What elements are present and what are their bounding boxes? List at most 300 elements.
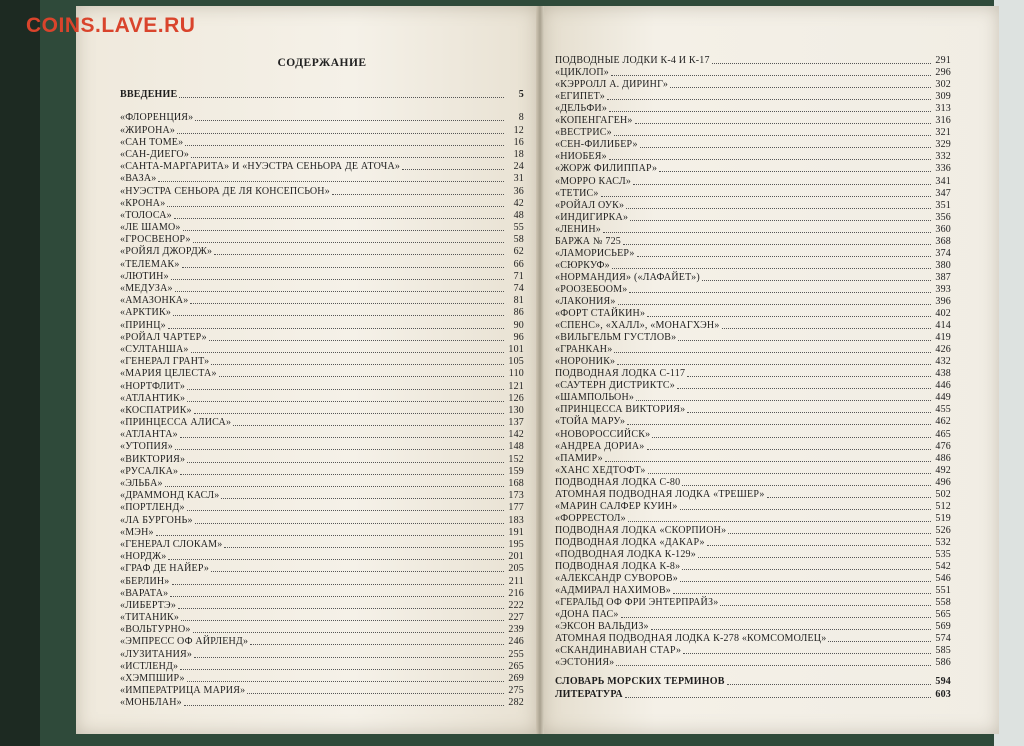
entry-page: 90 <box>513 319 524 331</box>
toc-right-list <box>555 55 951 669</box>
leader-dots <box>712 63 931 64</box>
entry-title: «ВОЛЬТУРНО» <box>120 624 191 636</box>
entry-title: «РООЗЕБООМ» <box>555 283 628 295</box>
leader-dots <box>173 315 504 316</box>
entry-page: 393 <box>935 283 951 295</box>
entry-page: 546 <box>935 573 951 585</box>
entry-title: «НИОБЕЯ» <box>555 151 607 163</box>
entry-page: 569 <box>935 621 951 633</box>
leader-dots <box>673 593 931 594</box>
entry-title: «ИСТЛЕНД» <box>120 660 179 672</box>
entry-title: ПОДВОДНАЯ ЛОДКА «СКОРПИОН» <box>555 524 727 536</box>
entry-page: 594 <box>935 676 951 688</box>
entry-page: 42 <box>513 197 524 209</box>
toc-entry-bibliography[interactable] <box>555 689 951 701</box>
toc-entry[interactable] <box>120 453 524 465</box>
entry-page: 402 <box>935 308 951 320</box>
entry-title: БАРЖА № 725 <box>555 235 621 247</box>
entry-title: «НУЭСТРА СЕНЬОРА ДЕ ЛЯ КОНСЕПСЬОН» <box>120 185 330 197</box>
toc-entry[interactable] <box>120 478 524 490</box>
toc-entry[interactable] <box>555 115 951 127</box>
leader-dots <box>191 352 504 353</box>
toc-entry[interactable] <box>120 588 524 600</box>
toc-entry-glossary[interactable] <box>555 676 951 688</box>
toc-entry[interactable] <box>555 392 951 404</box>
toc-entry[interactable] <box>120 636 524 648</box>
entry-title: АТОМНАЯ ПОДВОДНАЯ ЛОДКА «ТРЕШЕР» <box>555 488 765 500</box>
toc-entry[interactable] <box>555 79 951 91</box>
entry-page: 526 <box>935 524 951 536</box>
toc-entry[interactable] <box>120 624 524 636</box>
toc-entry[interactable] <box>555 236 951 248</box>
toc-entry[interactable] <box>120 271 524 283</box>
entry-page: 255 <box>508 648 524 660</box>
toc-entry[interactable] <box>555 585 951 597</box>
entry-page: 449 <box>935 392 951 404</box>
toc-entry[interactable] <box>555 609 951 621</box>
watermark: COINS.LAVE.RU <box>26 14 196 37</box>
toc-entry[interactable] <box>555 139 951 151</box>
entry-title: «РОЙАЛ ОУК» <box>555 199 625 211</box>
leader-dots <box>175 449 504 450</box>
toc-entry[interactable] <box>120 697 524 709</box>
leader-dots <box>609 111 931 112</box>
toc-entry[interactable] <box>120 429 524 441</box>
entry-title: «ЛЕ ШАМО» <box>120 222 181 234</box>
toc-entry[interactable] <box>555 537 951 549</box>
toc-entry[interactable] <box>120 258 524 270</box>
leader-dots <box>767 497 931 498</box>
entry-page: 585 <box>935 645 951 657</box>
entry-title: ПОДВОДНАЯ ЛОДКА К-8» <box>555 561 681 573</box>
leader-dots <box>179 97 504 98</box>
entry-page: 86 <box>513 307 524 319</box>
entry-page: 105 <box>508 356 524 368</box>
leader-dots <box>180 437 504 438</box>
toc-entry[interactable] <box>555 272 951 284</box>
toc-left-list <box>120 112 524 709</box>
entry-page: 282 <box>508 697 524 709</box>
entry-title: ПОДВОДНЫЕ ЛОДКИ К-4 И К-17 <box>555 55 710 67</box>
toc-entry[interactable] <box>120 441 524 453</box>
leader-dots <box>614 352 931 353</box>
entry-title: «ЭЛЬБА» <box>120 478 163 489</box>
toc-entry[interactable] <box>555 344 951 356</box>
entry-title: «МАРИН САЛФЕР КУИН» <box>555 500 678 512</box>
entry-page: 205 <box>508 563 524 575</box>
toc-entry[interactable] <box>555 224 951 236</box>
entry-page: 486 <box>935 452 951 464</box>
entry-page: 16 <box>513 136 524 148</box>
entry-title: «ПРИНЦ» <box>120 319 166 331</box>
toc-entry[interactable] <box>555 188 951 200</box>
toc-entry[interactable] <box>120 356 524 368</box>
entry-title: «ГРОСВЕНОР» <box>120 234 191 246</box>
toc-entry[interactable] <box>120 417 524 429</box>
leader-dots <box>182 267 504 268</box>
toc-entry[interactable] <box>120 161 524 173</box>
toc-entry[interactable] <box>120 198 524 210</box>
entry-page: 519 <box>935 512 951 524</box>
entry-title: «ВИКТОРИЯ» <box>120 453 186 465</box>
toc-entry[interactable] <box>555 320 951 332</box>
entry-title: «ЛЕНИН» <box>555 223 601 235</box>
toc-entry[interactable] <box>555 67 951 79</box>
leader-dots <box>682 485 931 486</box>
entry-title: «НОРДЖ» <box>120 551 167 563</box>
toc-entry[interactable] <box>120 405 524 417</box>
toc-entry[interactable] <box>555 489 951 501</box>
entry-page: 336 <box>935 163 951 175</box>
toc-entry[interactable] <box>555 175 951 187</box>
entry-page: 96 <box>513 331 524 343</box>
entry-title: ЛИТЕРАТУРА <box>555 689 623 701</box>
entry-title: «ФОРРЕСТОЛ» <box>555 512 626 524</box>
entry-page: 216 <box>508 587 524 599</box>
toc-entry[interactable] <box>120 332 524 344</box>
toc-entry[interactable] <box>555 308 951 320</box>
entry-title: «АНДРЕА ДОРИА» <box>555 440 645 452</box>
entry-page: 438 <box>935 368 951 380</box>
entry-title: «ЛЮТИН» <box>120 270 169 282</box>
leader-dots <box>194 657 504 658</box>
toc-entry[interactable] <box>120 380 524 392</box>
entry-title: «ЛИБЕРТЭ» <box>120 599 177 611</box>
leader-dots <box>194 413 504 414</box>
leader-dots <box>187 401 504 402</box>
entry-page: 239 <box>508 624 524 636</box>
leader-dots <box>630 220 931 221</box>
toc-entry[interactable] <box>120 514 524 526</box>
entry-title: «ЖИРОНА» <box>120 124 176 136</box>
leader-dots <box>647 316 931 317</box>
toc-entry[interactable] <box>120 575 524 587</box>
toc-entry[interactable] <box>120 137 524 149</box>
entry-page: 432 <box>935 356 951 368</box>
leader-dots <box>209 340 504 341</box>
entry-title: «ДЕЛЬФИ» <box>555 103 608 115</box>
leader-dots <box>187 681 504 682</box>
leader-dots <box>233 425 504 426</box>
toc-entry[interactable] <box>555 404 951 416</box>
toc-entry[interactable] <box>555 645 951 657</box>
entry-title: «ЛУЗИТАНИЯ» <box>120 648 193 660</box>
leader-dots <box>727 684 931 685</box>
entry-page: 316 <box>935 115 951 127</box>
leader-dots <box>680 509 931 510</box>
entry-title: «НОРМАНДИЯ» («ЛАФАЙЕТ») <box>555 271 700 283</box>
toc-entry[interactable] <box>120 185 524 197</box>
toc-entry[interactable] <box>555 248 951 260</box>
entry-page: 496 <box>935 476 951 488</box>
toc-entry[interactable] <box>555 212 951 224</box>
entry-title: «АРКТИК» <box>120 307 172 319</box>
leader-dots <box>185 145 504 146</box>
entry-page: 211 <box>508 575 524 587</box>
toc-entry[interactable] <box>555 621 951 633</box>
entry-title: «АТЛАНТИК» <box>120 392 186 404</box>
entry-page: 492 <box>935 464 951 476</box>
toc-entry[interactable] <box>120 551 524 563</box>
entry-page: 31 <box>513 173 524 185</box>
leader-dots <box>177 133 504 134</box>
toc-entry[interactable] <box>555 151 951 163</box>
entry-title: «ЛАМОРИСЬЕР» <box>555 247 635 259</box>
entry-page: 374 <box>935 247 951 259</box>
entry-title: «ХАНС ХЕДТОФТ» <box>555 464 646 476</box>
entry-page: 71 <box>513 270 524 282</box>
entry-page: 329 <box>935 139 951 151</box>
leader-dots <box>670 87 931 88</box>
entry-title: «ДОНА ПАС» <box>555 609 619 621</box>
toc-right-column <box>555 55 951 701</box>
toc-entry[interactable] <box>120 149 524 161</box>
spacer <box>555 669 951 676</box>
toc-entry[interactable] <box>555 525 951 537</box>
toc-entry[interactable] <box>120 527 524 539</box>
entry-title: «ПРИНЦЕССА АЛИСА» <box>120 417 232 429</box>
toc-entry[interactable] <box>120 368 524 380</box>
toc-entry[interactable] <box>555 356 951 368</box>
leader-dots <box>698 557 931 558</box>
entry-title: «ГЕРАЛЬД ОФ ФРИ ЭНТЕРПРАЙЗ» <box>555 597 719 609</box>
leader-dots <box>250 644 504 645</box>
entry-page: 387 <box>935 271 951 283</box>
toc-entry[interactable] <box>120 283 524 295</box>
toc-entry[interactable] <box>555 501 951 513</box>
leader-dots <box>621 617 931 618</box>
entry-page: 148 <box>508 441 524 453</box>
leader-dots <box>647 449 931 450</box>
toc-entry[interactable] <box>555 55 951 67</box>
toc-entry[interactable] <box>120 295 524 307</box>
leader-dots <box>625 697 931 698</box>
toc-entry[interactable] <box>555 657 951 669</box>
toc-entry[interactable] <box>120 685 524 697</box>
entry-page: 36 <box>513 185 524 197</box>
leader-dots <box>190 303 504 304</box>
entry-page: 455 <box>935 404 951 416</box>
entry-page: 110 <box>508 368 524 380</box>
toc-entry[interactable] <box>555 633 951 645</box>
entry-page: 426 <box>935 344 951 356</box>
entry-title: «АЛЕКСАНДР СУВОРОВ» <box>555 573 678 585</box>
entry-title: «САН ТОМЕ» <box>120 136 184 148</box>
entry-page: 168 <box>508 478 524 489</box>
toc-entry[interactable] <box>120 319 524 331</box>
entry-title: «ЛАКОНИЯ» <box>555 295 616 307</box>
toc-entry[interactable] <box>120 210 524 222</box>
entry-page: 368 <box>935 235 951 247</box>
entry-title: «ТИТАНИК» <box>120 612 180 624</box>
toc-entry[interactable] <box>555 260 951 272</box>
entry-page: 532 <box>935 536 951 548</box>
toc-entry[interactable] <box>120 246 524 258</box>
entry-title: «ШАМПОЛЬОН» <box>555 392 635 404</box>
entry-title: «АМАЗОНКА» <box>120 295 189 307</box>
leader-dots <box>156 535 504 536</box>
entry-page: 195 <box>508 538 524 550</box>
leader-dots <box>680 581 931 582</box>
leader-dots <box>193 632 504 633</box>
entry-title: «ПОДВОДНАЯ ЛОДКА К-129» <box>555 548 696 560</box>
entry-page: 126 <box>508 392 524 404</box>
leader-dots <box>616 665 931 666</box>
entry-page: 177 <box>508 502 524 514</box>
entry-title: «БЕРЛИН» <box>120 575 170 587</box>
toc-entry[interactable] <box>555 368 951 380</box>
toc-entry[interactable] <box>555 561 951 573</box>
toc-entry[interactable] <box>120 222 524 234</box>
leader-dots <box>183 230 504 231</box>
toc-entry[interactable] <box>120 173 524 185</box>
toc-entry[interactable] <box>555 103 951 115</box>
leader-dots <box>728 533 931 534</box>
toc-entry[interactable] <box>555 163 951 175</box>
entry-page: 130 <box>508 404 524 416</box>
leader-dots <box>187 389 504 390</box>
entry-title: «ТЕТИС» <box>555 187 599 199</box>
toc-entry[interactable] <box>120 307 524 319</box>
leader-dots <box>180 669 504 670</box>
toc-entry-intro[interactable] <box>120 89 524 101</box>
entry-title: «МАРИЯ ЦЕЛЕСТА» <box>120 368 217 380</box>
entry-page: 535 <box>935 548 951 560</box>
toc-entry[interactable] <box>555 127 951 139</box>
toc-entry[interactable] <box>120 673 524 685</box>
toc-entry[interactable] <box>555 513 951 525</box>
toc-entry[interactable] <box>555 296 951 308</box>
entry-page: 201 <box>508 551 524 563</box>
entry-title: «ЦИКЛОП» <box>555 67 609 79</box>
leader-dots <box>687 412 931 413</box>
entry-title: ПОДВОДНАЯ ЛОДКА С-80 <box>555 476 681 488</box>
toc-entry[interactable] <box>555 332 951 344</box>
toc-entry[interactable] <box>555 91 951 103</box>
toc-entry[interactable] <box>555 416 951 428</box>
entry-page: 81 <box>513 295 524 307</box>
toc-entry[interactable] <box>120 490 524 502</box>
toc-entry[interactable] <box>555 573 951 585</box>
entry-title: «ЕГИПЕТ» <box>555 91 605 103</box>
toc-entry[interactable] <box>555 477 951 489</box>
toc-entry[interactable] <box>120 124 524 136</box>
leader-dots <box>219 376 504 377</box>
entry-title: «ТЕЛЕМАК» <box>120 258 180 270</box>
leader-dots <box>702 280 931 281</box>
entry-page: 341 <box>935 175 951 187</box>
entry-page: 574 <box>935 633 951 645</box>
toc-entry[interactable] <box>120 612 524 624</box>
leader-dots <box>623 244 931 245</box>
entry-title: «ИМПЕРАТРИЦА МАРИЯ» <box>120 685 246 697</box>
entry-title: «ЛА БУРГОНЬ» <box>120 514 193 526</box>
toc-entry[interactable] <box>555 549 951 561</box>
entry-title: «НОВОРОССИЙСК» <box>555 428 651 440</box>
leader-dots <box>175 291 504 292</box>
entry-title: «ТОЛОСА» <box>120 209 172 221</box>
entry-page: 191 <box>508 526 524 538</box>
entry-page: 18 <box>513 148 524 160</box>
entry-page: 159 <box>508 465 524 477</box>
toc-entry[interactable] <box>120 648 524 660</box>
entry-page: 55 <box>513 222 524 234</box>
leader-dots <box>332 194 504 195</box>
toc-entry[interactable] <box>555 284 951 296</box>
entry-title: «ЭКСОН ВАЛЬДИЗ» <box>555 621 649 633</box>
leader-dots <box>165 486 504 487</box>
entry-title: «КОПЕНГАГЕН» <box>555 115 633 127</box>
entry-page: 246 <box>508 636 524 648</box>
entry-title: «КРОНА» <box>120 197 166 209</box>
entry-title: «ВИЛЬГЕЛЬМ ГУСТЛОВ» <box>555 332 677 344</box>
toc-entry[interactable] <box>555 380 951 392</box>
toc-entry[interactable] <box>120 502 524 514</box>
toc-entry[interactable] <box>555 441 951 453</box>
entry-title: «ИНДИГИРКА» <box>555 211 629 223</box>
toc-entry[interactable] <box>555 597 951 609</box>
leader-dots <box>651 629 931 630</box>
entry-page: 142 <box>508 429 524 441</box>
toc-entry[interactable] <box>120 539 524 551</box>
leader-dots <box>171 279 504 280</box>
toc-entry[interactable] <box>120 661 524 673</box>
leader-dots <box>187 462 504 463</box>
leader-dots <box>180 474 504 475</box>
toc-entry[interactable] <box>555 465 951 477</box>
toc-entry[interactable] <box>555 453 951 465</box>
leader-dots <box>720 605 931 606</box>
leader-dots <box>187 510 504 511</box>
entry-page: 465 <box>935 428 951 440</box>
leader-dots <box>609 159 931 160</box>
leader-dots <box>722 328 931 329</box>
entry-page: 265 <box>508 660 524 672</box>
entry-page: 5 <box>518 89 524 101</box>
entry-page: 48 <box>513 209 524 221</box>
entry-page: 542 <box>935 561 951 573</box>
toc-entry[interactable] <box>120 466 524 478</box>
entry-title: «ФОРТ СТАЙКИН» <box>555 308 646 320</box>
toc-entry[interactable] <box>555 200 951 212</box>
leader-dots <box>682 569 931 570</box>
entry-title: «СКАНДИНАВИАН СТАР» <box>555 645 682 657</box>
toc-entry[interactable] <box>120 393 524 405</box>
leader-dots <box>618 304 931 305</box>
toc-entry[interactable] <box>120 234 524 246</box>
leader-dots <box>635 123 931 124</box>
entry-page: 121 <box>508 380 524 392</box>
entry-page: 476 <box>935 440 951 452</box>
entry-page: 222 <box>508 599 524 611</box>
entry-title: ВВЕДЕНИЕ <box>120 89 178 101</box>
leader-dots <box>178 608 504 609</box>
toc-entry[interactable] <box>120 112 524 124</box>
entry-page: 332 <box>935 151 951 163</box>
entry-title: «ЭМПРЕСС ОФ АЙРЛЕНД» <box>120 636 249 648</box>
scan-background-left <box>0 0 40 746</box>
toc-entry[interactable] <box>555 428 951 440</box>
leader-dots <box>172 584 505 585</box>
toc-entry[interactable] <box>120 344 524 356</box>
entry-title: «ПОРТЛЕНД» <box>120 502 185 514</box>
toc-left-column <box>120 89 524 709</box>
entry-page: 101 <box>508 343 524 355</box>
toc-entry[interactable] <box>120 563 524 575</box>
leader-dots <box>184 705 504 706</box>
toc-entry[interactable] <box>120 600 524 612</box>
entry-page: 446 <box>935 380 951 392</box>
